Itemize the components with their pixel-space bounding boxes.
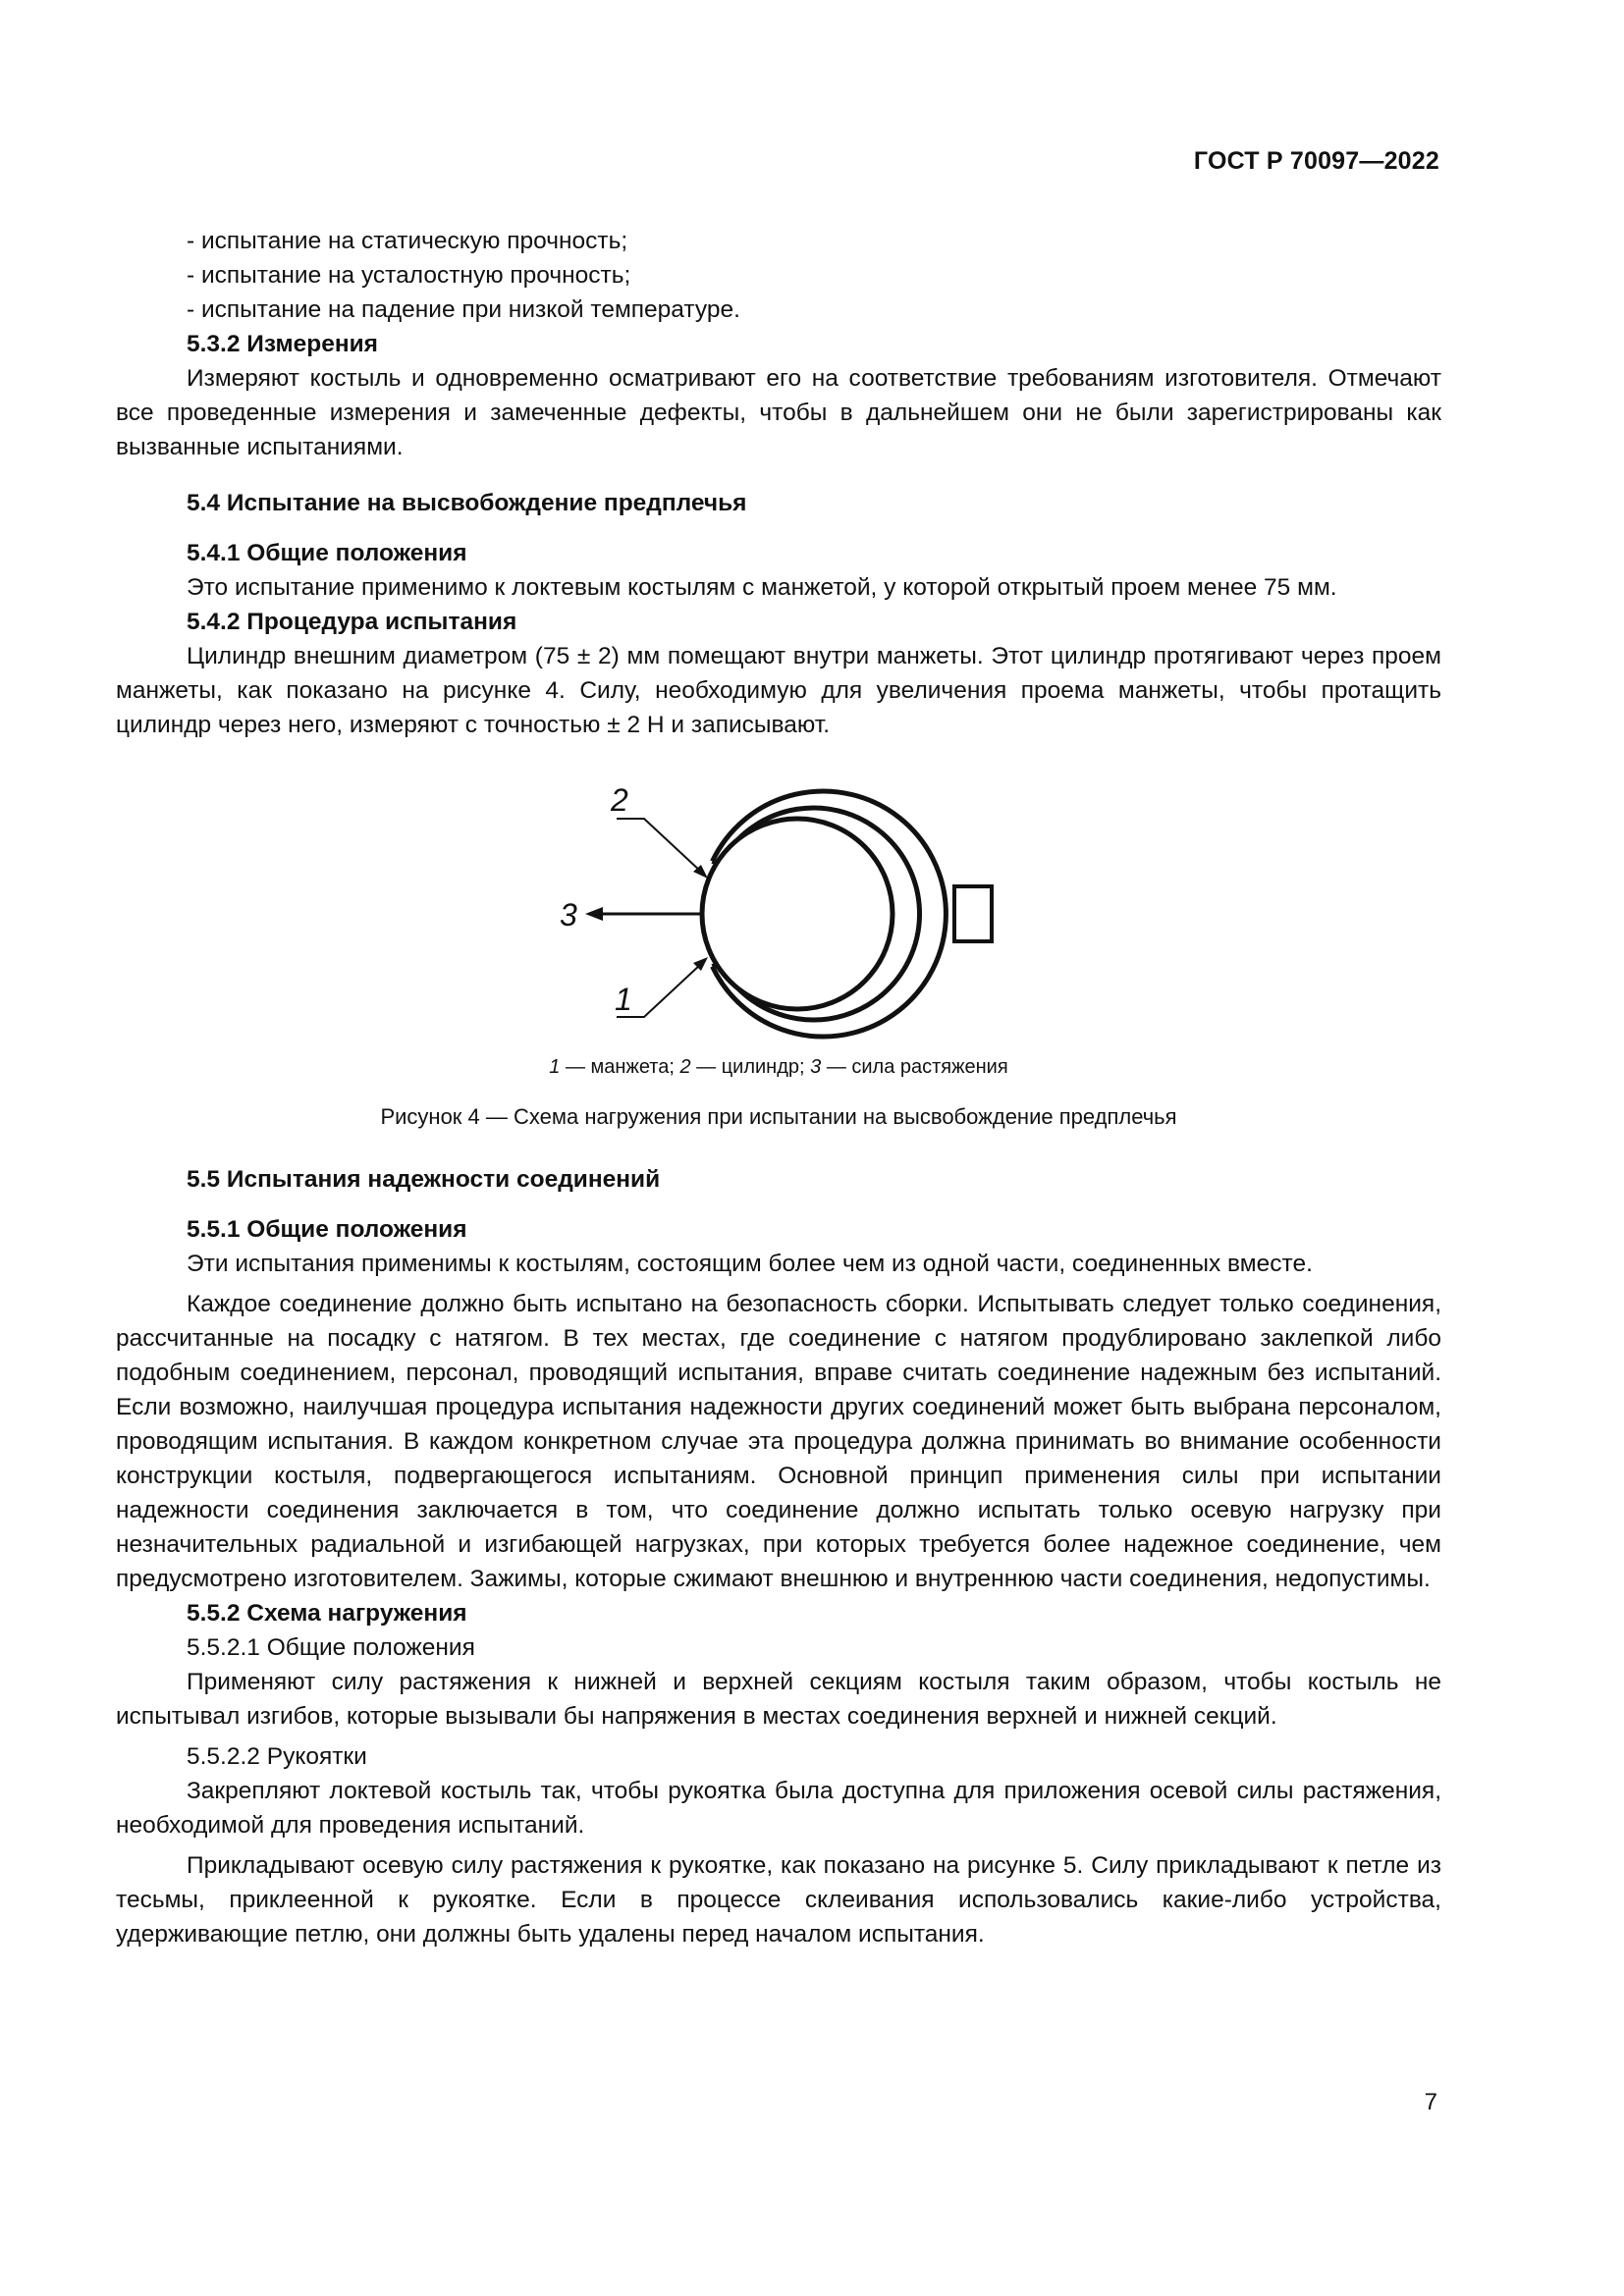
leader-line-2 xyxy=(617,819,701,872)
paragraph-5-5-1-b: Каждое соединение должно быть испытано на безопасность сборки. Испытывать следует только соединения, рассчитанные на посадку с натягом. В тех местах, где соединение с натягом продублировано заклепкой либо подобным соединением, персонал, проводящий испытания, вправе считать соединение надежным без испытаний. Если возможно, наилучшая процедура испытания надежности других соединений может быть выбрана персоналом, проводящим испытания. В каждом конкретном случае эта процедура должна принимать во внимание особенности конструкции костыля, подвергающегося испытаниям. Основной принцип применения силы при испытании надежности соединения заключается в том, что соединение должно испытать только осевую нагрузку при незначительных радиальной и изгибающей нагрузках, при которых требуется более надежное соединение, чем предусмотрено изготовителем. Зажимы, которые сжимают внешнюю и внутреннюю части соединения, недопустимы. xyxy=(116,1291,1441,1592)
figure-label-2: 2 xyxy=(611,782,628,818)
paragraph-5-5-2-2-b: Прикладывают осевую силу растяжения к рукоятке, как показано на рисунке 5. Силу прикладывают к петле из тесьмы, приклеенной к рукоятке. Если в процессе склеивания использовались какие-либо устройства, удерживающие петлю, они должны быть удалены перед началом испытания. xyxy=(116,1852,1441,1948)
heading-5-5-2-2: 5.5.2.2 Рукоятки xyxy=(187,1743,367,1770)
paragraph-5-5-2-1: Применяют силу растяжения к нижней и верхней секциям костыля таким образом, чтобы костыль не испытывал изгибов, которые вызывали бы напряжения в местах соединения верхней и нижней секций. xyxy=(116,1669,1441,1730)
legend-num-1: 1 xyxy=(549,1056,561,1078)
page-content xyxy=(116,224,1441,1951)
paragraph-5-5-2-2-a: Закрепляют локтевой костыль так, чтобы рукоятка была доступна для приложения осевой силы растяжения, необходимой для проведения испытаний. xyxy=(116,1778,1441,1839)
cylinder-circle xyxy=(702,819,893,1009)
paragraph-5-4-1: Это испытание применимо к локтевым костылям с манжетой, у которой открытый проем менее 75 мм. xyxy=(187,574,1337,601)
figure-label-3: 3 xyxy=(560,897,577,933)
cuff-attachment-block xyxy=(954,886,992,941)
heading-5-5-2: 5.5.2 Схема нагружения xyxy=(187,1600,467,1627)
paragraph-5-4-2: Цилиндр внешним диаметром (75 ± 2) мм помещают внутри манжеты. Этот цилиндр протягивают через проем манжеты, как показано на рисунке 4. Силу, необходимую для увеличения проема манжеты, чтобы протащить цилиндр через него, измеряют с точностью ± 2 Н и записывают. xyxy=(116,643,1441,738)
list-item: - испытание на падение при низкой температуре. xyxy=(187,296,740,323)
figure-4-caption: Рисунок 4 — Схема нагружения при испытании на высвобождение предплечья xyxy=(380,1104,1177,1129)
page-number: 7 xyxy=(1424,2089,1437,2115)
figure-label-1: 1 xyxy=(615,982,632,1017)
legend-num-2: 2 xyxy=(679,1056,691,1078)
force-arrow-head xyxy=(585,907,603,921)
heading-5-4: 5.4 Испытание на высвобождение предплечья xyxy=(187,490,747,516)
paragraph-5-5-1-a: Эти испытания применимы к костылям, состоящим более чем из одной части, соединенных вместе. xyxy=(187,1251,1313,1277)
legend-text-1: — манжета; xyxy=(560,1056,680,1078)
paragraph-5-3-2: Измеряют костыль и одновременно осматривают его на соответствие требованиям изготовителя. Отмечают все проведенные измерения и замеченные дефекты, чтобы в дальнейшем они не были зарегистрированы как вызванные испытаниями. xyxy=(116,365,1441,460)
heading-5-4-2: 5.4.2 Процедура испытания xyxy=(187,609,517,635)
list-item: - испытание на статическую прочность; xyxy=(187,228,628,254)
cuff-cylinder-diagram xyxy=(116,764,1441,1048)
figure-4-legend xyxy=(116,1052,1441,1082)
heading-5-5: 5.5 Испытания надежности соединений xyxy=(187,1166,661,1193)
heading-5-5-2-1: 5.5.2.1 Общие положения xyxy=(187,1634,475,1661)
list-item: - испытание на усталостную прочность; xyxy=(187,262,631,289)
legend-num-3: 3 xyxy=(810,1056,822,1078)
legend-text-2: — цилиндр; xyxy=(690,1056,811,1078)
document-header: ГОСТ Р 70097—2022 xyxy=(1193,147,1439,175)
heading-5-4-1: 5.4.1 Общие положения xyxy=(187,540,467,566)
legend-text-3: — сила растяжения xyxy=(821,1056,1008,1078)
heading-5-5-1: 5.5.1 Общие положения xyxy=(187,1216,467,1243)
figure-4-diagram xyxy=(116,764,1441,1048)
heading-5-3-2: 5.3.2 Измерения xyxy=(187,331,378,357)
